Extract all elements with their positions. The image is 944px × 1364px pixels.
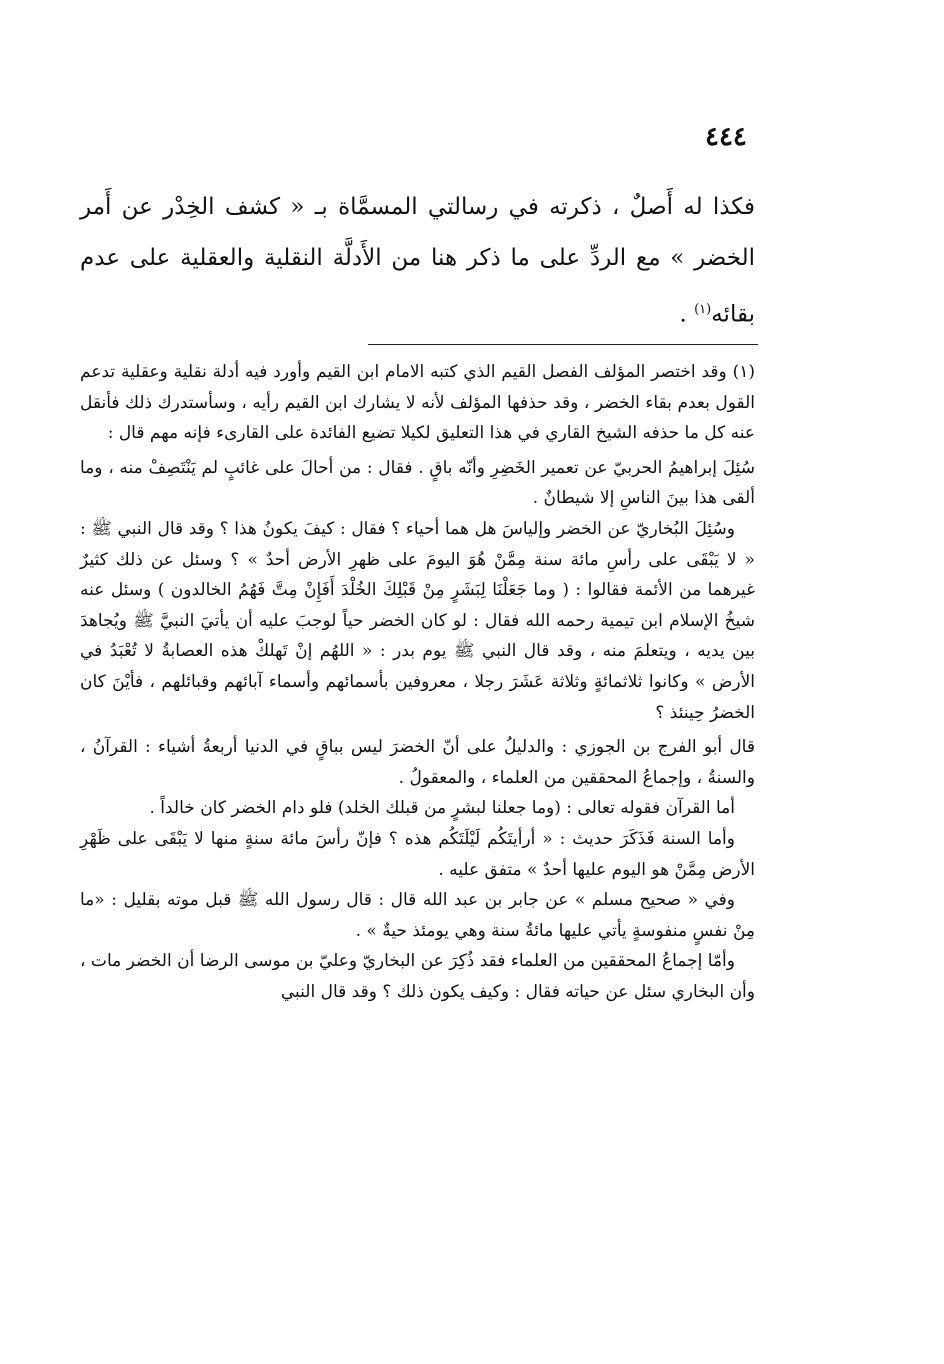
footnote-paragraph: أما القرآن فقوله تعالى : (وما جعلنا لبشرٍ من قبلك الخلد) فلو دام الخضر كان خالداً . [149, 798, 735, 819]
footnote-paragraph: وأما السنة فَذَكَرَ حديث : « أرأيتَكُم لَيْلَتَكُم هذه ؟ فإنّ رأسَ مائة سنةٍ منها لا يَبْقَى على ظَهْرِ الأرض مِمَّنْ هو اليوم عليها أحدٌ » متفق عليه . [80, 828, 755, 880]
footnotes [80, 357, 755, 1007]
main-paragraph [80, 182, 755, 341]
footnote-paragraph: (١) وقد اختصر المؤلف الفصل القيم الذي كتبه الامام ابن القيم وأورد فيه أدلة نقلية وعقلية تدعم القول بعدم بقاء الخضر ، وقد حذفها المؤلف لأنه لا يشارك ابن القيم رأيه ، وسأستدرك ذلك فأنقل عنه كل ما حذفه الشيخ القاري في هذا التعليق لكيلا تضيع الفائدة على القارىء فإنه مهم قال : [80, 362, 755, 444]
footnote-paragraph: وسُئِلَ البُخاريّ عن الخضر وإلياسَ هل هما أحياء ؟ فقال : كيفَ يكونُ هذا ؟ وقد قال النبي ﷺ : « لا يَبْقَى على رأسِ مائة سنة مِمَّنْ هُوَ اليومَ على ظهرِ الأرض أحدٌ » ؟ وسئل عن ذلك كثيرٌ غيرهما من الأئمة فقالوا : ( وما جَعَلْنَا لِبَشَرٍ مِنْ قَبْلِكَ الخُلْدَ أَفَإِنْ مِتَّ فَهُمُ الخالدون ) وسئل عنه شيخُ الإسلام ابن تيمية رحمه الله فقال : لو كان الخضر حياً لوجبَ عليه أن يأتيَ النبيَّ ﷺ ويُجاهدَ بين يديه ، ويتعلمَ منه ، وقد قال النبي ﷺ يوم بدر : « اللهُم إنْ تَهلكْ هذه العصابةُ لا تُعْبَدُ في الأرض » وكانوا ثلاثمائةٍ وثلاثة عَشَرَ رجلا ، معروفين بأسمائهم وأسماء آبائهم وقبائلهم ، فأيْنَ كان الخضرُ حِينئذ ؟ [80, 518, 755, 723]
main-text [80, 182, 755, 341]
footnote-paragraph: وأمّا إجماعُ المحققين من العلماء فقد ذُكِرَ عن البخاريّ وعليّ بن موسى الرضا أن الخضر مات ، وأن البخاري سئل عن حياته فقال : وكيف يكون ذلك ؟ وقد قال النبي [80, 951, 755, 1002]
footnote-paragraph: وفي « صحيح مسلم » عن جابر بن عبد الله قال : قال رسول الله ﷺ قبل موته بقليل : «ما مِنْ نفسٍ منفوسةٍ يأتي عليها مائةُ سنة وهي يومئذ حيةٌ » . [80, 890, 755, 941]
main-paragraph-end: . [679, 301, 695, 328]
footnote-divider [368, 344, 758, 345]
footnote-reference: (١) [694, 302, 712, 317]
footnote-paragraph: قال أبو الفرج بن الجوزي : والدليلُ على أنّ الخضرَ ليس بباقٍ في الدنيا أربعةُ أشياء : القرآنُ ، والسنةُ ، وإجماعُ المحققين من العلماء ، والمعقولُ . [80, 737, 755, 788]
page-number: ٤٤٤ [705, 122, 747, 152]
footnote-paragraph: سُئِلَ إبراهيمُ الحربيّ عن تعمير الخَضِرِ وأنّه باقٍ . فقال : من أحالَ على غائبٍ لم يَنْتَصِفْ منه ، وما ألقى هذا بينَ الناسِ إلا شيطانٌ . [80, 457, 755, 509]
main-paragraph-text: فكذا له أَصلٌ ، ذكرته في رسالتي المسمَّاة بـ « كشف الخِدْر عن أَمر الخضر » مع الردِّ على ما ذكر هنا من الأَدلَّة النقلية والعقلية على عدم بقائه [80, 194, 755, 328]
